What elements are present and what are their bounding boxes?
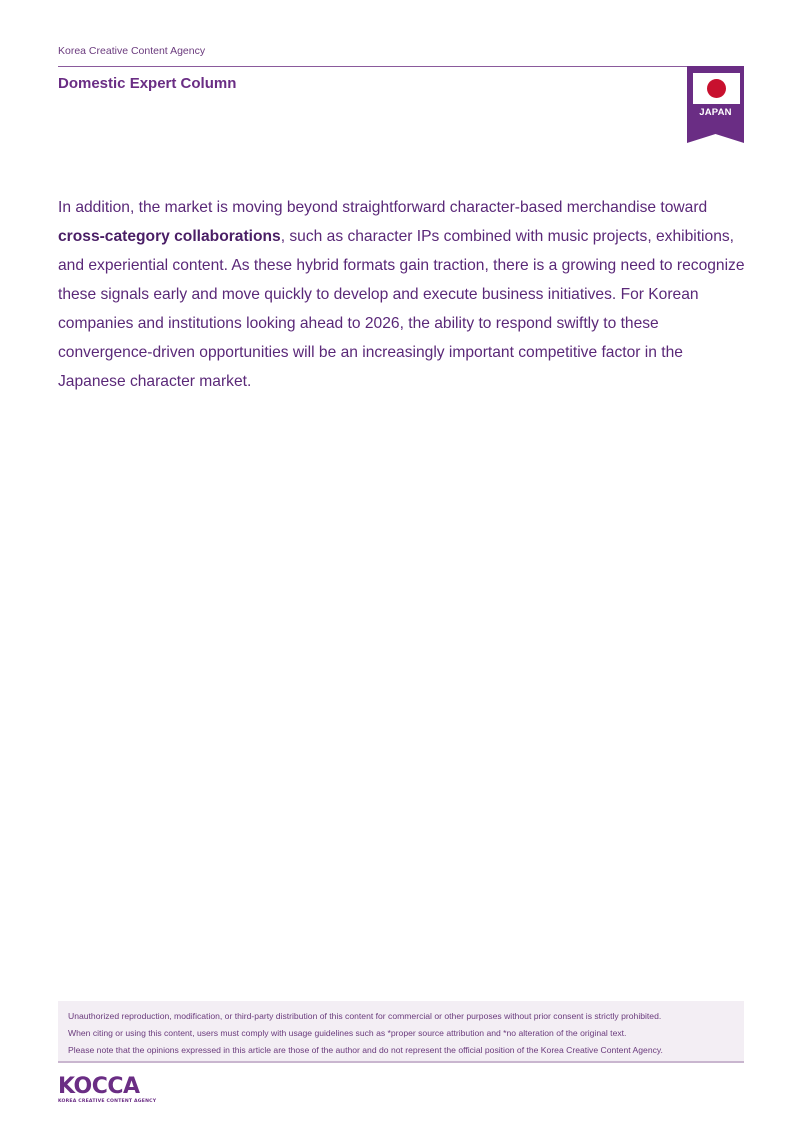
article-body: [58, 193, 748, 396]
organization-name: Korea Creative Content Agency: [58, 45, 206, 57]
country-label: JAPAN: [699, 107, 732, 118]
paragraph-emphasis: cross-category collaborations: [58, 228, 281, 245]
logo-subtitle: KOREA CREATIVE CONTENT AGENCY: [58, 1099, 157, 1104]
copyright-notice: [58, 1001, 744, 1063]
logo-wordmark: KOCCA: [58, 1074, 140, 1099]
paragraph-text-start: In addition, the market is moving beyond straightforward character-based merchandise toward: [58, 199, 708, 216]
paragraph-text-end: , such as character IPs combined with music projects, exhibitions, and experiential content. As these hybrid formats gain traction, there is a growing need to recognize these signals early and move quickly to develop and execute business initiatives. For Korean companies and institutions looking ahead to 2026, the ability to respond swiftly to these convergence-driven opportunities will be an increasingly important competitive factor in the Japanese character market.: [58, 228, 745, 390]
notice-line-1: Unauthorized reproduction, modification, or third-party distribution of this content for commercial or other purposes without prior consent is strictly prohibited.: [68, 1011, 662, 1021]
header-divider: [58, 66, 688, 67]
notice-line-2: When citing or using this content, users must comply with usage guidelines such as *proper source attribution and *no alteration of the original text.: [68, 1028, 627, 1038]
article-paragraph: [58, 193, 748, 396]
country-badge: [687, 66, 744, 143]
japan-flag-icon: [693, 73, 740, 104]
kocca-logo: [58, 1076, 158, 1110]
notice-line-3: Please note that the opinions expressed in this article are those of the author and do not represent the official position of the Korea Creative Content Agency.: [68, 1045, 663, 1055]
column-title: Domestic Expert Column: [58, 75, 237, 92]
